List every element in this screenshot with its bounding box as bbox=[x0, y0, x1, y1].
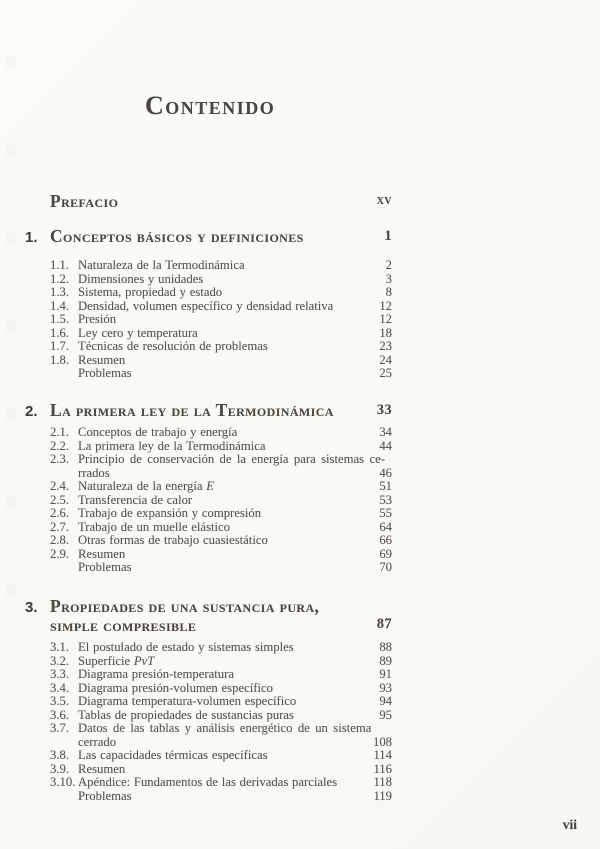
page-number: 116 bbox=[373, 761, 392, 776]
section-number: 2.2. bbox=[50, 438, 70, 453]
section-number: 2.8. bbox=[50, 533, 70, 547]
chapter-1-sections bbox=[50, 259, 392, 381]
page-number: 119 bbox=[373, 788, 392, 803]
section-title: Superficie PvT bbox=[78, 653, 155, 668]
toc-entry bbox=[50, 763, 392, 777]
toc-entry bbox=[50, 480, 392, 494]
chapter-3-sections bbox=[50, 641, 392, 803]
section-title: Trabajo de un muelle elástico bbox=[78, 519, 231, 534]
section-number: 1.8. bbox=[50, 352, 70, 367]
toc-entry bbox=[50, 709, 392, 723]
toc-entry bbox=[50, 259, 392, 273]
section-title: Sistema, propiedad y estado bbox=[78, 285, 223, 299]
page-number: 118 bbox=[373, 775, 392, 789]
page-number: 93 bbox=[379, 680, 392, 695]
page-number: 44 bbox=[379, 438, 392, 453]
toc-entry bbox=[50, 367, 392, 381]
chapter-number: 2. bbox=[25, 403, 38, 420]
section-number: 1.6. bbox=[50, 325, 70, 340]
section-number bbox=[50, 790, 78, 804]
toc-entry bbox=[50, 749, 392, 763]
section-number: 3.1. bbox=[50, 640, 70, 654]
toc-entry bbox=[50, 327, 392, 341]
toc-entry bbox=[50, 548, 392, 562]
section-number: 2.9. bbox=[50, 546, 70, 561]
section-title: Naturaleza de la energía E bbox=[78, 479, 215, 493]
page-number: 12 bbox=[379, 298, 392, 313]
section-title: Técnicas de resolución de problemas bbox=[78, 339, 268, 353]
chapter-page-number: 1 bbox=[384, 228, 392, 244]
section-number: 2.3. bbox=[50, 452, 70, 466]
chapter-page-number: 87 bbox=[376, 616, 392, 632]
section-title: Ley cero y temperatura bbox=[78, 325, 198, 340]
section-number: 3.8. bbox=[50, 748, 70, 762]
section-title: Dimensiones y unidades bbox=[78, 271, 204, 286]
chapter-title: Propiedades de una sustancia pura, simple compresible bbox=[50, 596, 320, 635]
section-number: 1.7. bbox=[50, 339, 70, 353]
page-number: 3 bbox=[385, 271, 392, 286]
section-title: Diagrama presión-volumen específico bbox=[78, 680, 273, 695]
page-number: 64 bbox=[379, 519, 392, 534]
page-number: 69 bbox=[379, 546, 392, 561]
page-number: 55 bbox=[379, 506, 392, 520]
page-number: 24 bbox=[379, 352, 392, 367]
page-number: 95 bbox=[379, 707, 392, 722]
page-number: 23 bbox=[379, 339, 392, 353]
toc-entry bbox=[50, 561, 392, 575]
chapter-title: Conceptos básicos y definiciones bbox=[50, 226, 304, 246]
chapter-3-heading bbox=[25, 597, 392, 635]
toc-entry bbox=[50, 776, 392, 790]
section-title: Datos de las tablas y análisis energético de un sistema cerrado bbox=[78, 721, 372, 749]
toc-entry bbox=[50, 641, 392, 655]
section-title: Principio de conservación de la energía para sistemas ce- rrados bbox=[78, 452, 385, 480]
toc-entry bbox=[50, 668, 392, 682]
section-number: 2.1. bbox=[50, 425, 70, 439]
page-title: Contenido bbox=[145, 91, 276, 120]
section-title: Resumen bbox=[78, 352, 126, 367]
section-number: 2.4. bbox=[50, 479, 70, 493]
section-number: 1.3. bbox=[50, 285, 70, 299]
page-number: 8 bbox=[385, 285, 392, 299]
toc-entry bbox=[50, 273, 392, 287]
toc-entry bbox=[50, 440, 392, 454]
toc-entry bbox=[50, 521, 392, 535]
page-number: 51 bbox=[379, 479, 392, 493]
section-number: 2.7. bbox=[50, 519, 70, 534]
toc-entry bbox=[50, 722, 392, 749]
section-number: 2.6. bbox=[50, 506, 70, 520]
section-title: Densidad, volumen específico y densidad relativa bbox=[78, 298, 334, 313]
page-number: 18 bbox=[379, 325, 392, 340]
section-title: Problemas bbox=[78, 560, 132, 574]
toc-entry bbox=[50, 313, 392, 327]
section-title: Presión bbox=[78, 312, 117, 326]
prefacio-label: Prefacio bbox=[50, 191, 119, 211]
section-number: 1.5. bbox=[50, 312, 70, 326]
toc-entry bbox=[50, 507, 392, 521]
chapter-2-sections bbox=[50, 426, 392, 575]
toc-entry bbox=[50, 300, 392, 314]
chapter-page-number: 33 bbox=[376, 402, 392, 418]
chapter-number: 1. bbox=[25, 229, 38, 246]
chapter-2-heading bbox=[25, 401, 392, 421]
toc-entry bbox=[50, 340, 392, 354]
section-title: Diagrama temperatura-volumen específico bbox=[78, 694, 297, 708]
toc-entry-prefacio bbox=[50, 192, 392, 211]
section-title: Otras formas de trabajo cuasiestático bbox=[78, 533, 268, 547]
section-title: Problemas bbox=[78, 788, 132, 803]
toc-entry bbox=[50, 286, 392, 300]
section-number: 3.7. bbox=[50, 721, 70, 735]
section-title: La primera ley de la Termodinámica bbox=[78, 438, 266, 453]
section-number: 3.4. bbox=[50, 680, 70, 695]
section-number: 1.2. bbox=[50, 271, 70, 286]
page-number: 12 bbox=[379, 312, 392, 326]
section-number bbox=[50, 561, 78, 575]
page-number: 108 bbox=[372, 734, 392, 749]
page-number: 114 bbox=[373, 748, 392, 762]
page-number: 88 bbox=[379, 640, 392, 654]
toc-entry bbox=[50, 695, 392, 709]
page-number: 89 bbox=[379, 653, 392, 668]
section-number: 3.2. bbox=[50, 653, 70, 668]
section-number: 3.5. bbox=[50, 694, 70, 708]
toc-entry bbox=[50, 426, 392, 440]
section-title: Problemas bbox=[78, 366, 132, 380]
section-title: Trabajo de expansión y compresión bbox=[78, 506, 262, 520]
section-title: Naturaleza de la Termodinámica bbox=[78, 258, 245, 272]
section-number: 3.9. bbox=[50, 761, 70, 776]
chapter-title: La primera ley de la Termodinámica bbox=[50, 400, 334, 420]
prefacio-page-number: xv bbox=[376, 192, 392, 208]
page-number: 25 bbox=[379, 366, 392, 380]
page-number: 94 bbox=[379, 694, 392, 708]
section-title: Transferencia de calor bbox=[78, 492, 193, 507]
chapter-number: 3. bbox=[25, 599, 38, 616]
section-title: Tablas de propiedades de sustancias puras bbox=[78, 707, 294, 722]
section-title: Apéndice: Fundamentos de las derivadas parciales bbox=[78, 775, 338, 789]
page-number: 66 bbox=[379, 533, 392, 547]
scan-bleedthrough-artifact bbox=[6, 55, 16, 615]
section-title: Conceptos de trabajo y energía bbox=[78, 425, 238, 439]
toc-entry bbox=[50, 534, 392, 548]
section-number: 3.3. bbox=[50, 667, 70, 681]
page-number: 2 bbox=[385, 258, 392, 272]
page-number: 34 bbox=[379, 425, 392, 439]
page-number: 46 bbox=[379, 465, 392, 480]
toc-entry bbox=[50, 453, 392, 480]
section-number: 1.4. bbox=[50, 298, 70, 313]
toc-entry bbox=[50, 494, 392, 508]
page-number: 53 bbox=[379, 492, 392, 507]
toc-entry bbox=[50, 790, 392, 804]
section-title: Diagrama presión-temperatura bbox=[78, 667, 234, 681]
section-number: 1.1. bbox=[50, 258, 70, 272]
section-title: El postulado de estado y sistemas simples bbox=[78, 640, 294, 654]
chapter-1-heading bbox=[25, 227, 392, 247]
section-title: Las capacidades térmicas específicas bbox=[78, 748, 268, 762]
page-number: 91 bbox=[379, 667, 392, 681]
toc-entry bbox=[50, 354, 392, 368]
page-folio: vii bbox=[562, 817, 577, 832]
section-number: 3.10. bbox=[50, 775, 76, 789]
section-title: Resumen bbox=[78, 546, 126, 561]
page-number: 70 bbox=[379, 560, 392, 574]
toc-entry bbox=[50, 655, 392, 669]
toc-entry bbox=[50, 682, 392, 696]
section-title: Resumen bbox=[78, 761, 126, 776]
section-number: 3.6. bbox=[50, 707, 70, 722]
section-number bbox=[50, 367, 78, 381]
section-number: 2.5. bbox=[50, 492, 70, 507]
